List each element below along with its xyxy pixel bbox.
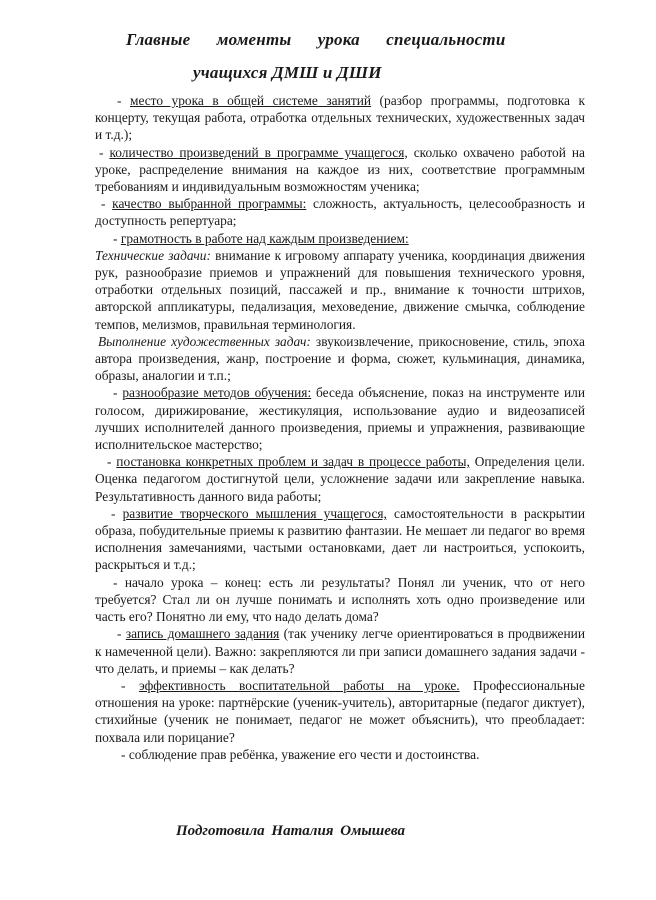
item-heading: разнообразие методов обучения:	[122, 385, 312, 401]
list-item	[95, 574, 585, 626]
item-text: внимание к игровому аппарату ученика, координация движения рук, разнообразие приемов и упражнений для повышения технического уровня, отработки отдельных позиций, пассажей и пр., внимание к точности штрихов, авторской аппликатуры, педализация, меховедение, движение смычка, соблюдение темпов, мелизмов, правильная терминология.	[95, 247, 585, 332]
list-item	[95, 333, 585, 385]
item-text: сложность, актуальность, целесообразность и доступность репертуара;	[95, 196, 585, 229]
item-dash: -	[99, 144, 104, 160]
item-heading: постановка конкретных проблем и задач в процессе работы,	[116, 454, 470, 470]
item-text: Определения цели. Оценка педагогом достигнутой цели, усложнение задачи или закрепление навыка. Результативность данного вида работы;	[95, 454, 585, 504]
item-text: (так ученику легче ориентироваться в продвижении к намеченной цели). Важно: закрепляются ли при записи домашнего задания задачи - что делать, и приемы – как делать?	[95, 626, 585, 676]
title-line-2: учащихся ДМШ и ДШИ	[193, 63, 382, 82]
item-text: (разбор программы, подготовка к концерту, текущая работа, отработка отдельных технических, художественных задач и т.д.);	[95, 93, 585, 143]
item-heading: место урока в общей системе занятий	[129, 93, 372, 108]
item-text: самостоятельности в раскрытии образа, побудительные приемы к развитию фантазии. Не мешает ли педагог во время исполнения замечаниями, частыми остановками, дает ли настроиться, успокоить, раскрыться и т.д.;	[95, 505, 585, 573]
item-dash: -	[117, 93, 122, 108]
item-dash: -	[113, 574, 118, 590]
item-text: соблюдение прав ребёнка, уважение его чести и достоинства.	[128, 746, 480, 762]
item-heading: качество выбранной программы:	[112, 196, 307, 212]
signature: Подготовила Наталия Омышева	[176, 823, 406, 839]
list-item	[95, 247, 585, 333]
item-heading: количество произведений в программе учащегося,	[109, 144, 408, 160]
item-dash: -	[111, 505, 116, 521]
list-item	[95, 92, 585, 144]
item-heading: запись домашнего задания	[125, 626, 280, 642]
item-italic-heading: Выполнение художественных задач:	[98, 333, 311, 349]
item-heading: грамотность в работе над каждым произведением:	[120, 230, 409, 246]
title-line-1: Главные моменты урока специальности	[126, 30, 506, 49]
document-body	[95, 92, 585, 763]
list-item	[95, 144, 585, 196]
item-text: беседа объяснение, показ на инструменте или голосом, дирижирование, жестикуляция, использование аудио и видеозаписей лучших исполнителей данного произведения, приемы и упражнения, развивающие исполнительское мастерство;	[95, 385, 585, 453]
item-dash: -	[117, 626, 122, 642]
item-text: начало урока – конец: есть ли результаты? Понял ли ученик, что от него требуется? Стал ли он лучше понимать и исполнять хоть одно произведение или часть его? Понятно ли ему, что надо делать дома?	[95, 574, 585, 625]
item-text: звукоизвлечение, прикосновение, стиль, эпоха автора произведения, жанр, построение и форма, сюжет, кульминация, динамика, образы, аналогии и т.п.;	[95, 333, 585, 384]
item-dash: -	[113, 385, 118, 401]
list-item	[95, 384, 585, 453]
item-italic-heading: Технические задачи:	[95, 247, 211, 263]
item-dash: -	[121, 677, 126, 693]
list-item	[95, 677, 585, 746]
list-item	[95, 195, 585, 229]
item-dash: -	[101, 196, 106, 212]
item-text: Профессиональные отношения на уроке: партнёрские (ученик-учитель), авторитарные (педагог диктует), стихийные (ученик не понимает, педагог не может объяснить), что преобладает: похвала или порицание?	[95, 677, 585, 745]
item-dash: -	[113, 230, 118, 246]
list-item	[95, 230, 585, 247]
list-item	[95, 505, 585, 574]
item-heading: эффективность воспитательной работы на уроке.	[138, 677, 460, 693]
item-heading: развитие творческого мышления учащегося,	[122, 505, 387, 521]
list-item	[95, 453, 585, 505]
list-item	[95, 625, 585, 677]
item-dash: -	[107, 454, 112, 470]
list-item	[95, 746, 585, 763]
item-text: сколько охвачено работой на уроке, распределение внимания на каждое из них, соответствие программным требованиям и индивидуальным возможностям ученика;	[95, 144, 585, 195]
item-dash: -	[121, 746, 126, 762]
